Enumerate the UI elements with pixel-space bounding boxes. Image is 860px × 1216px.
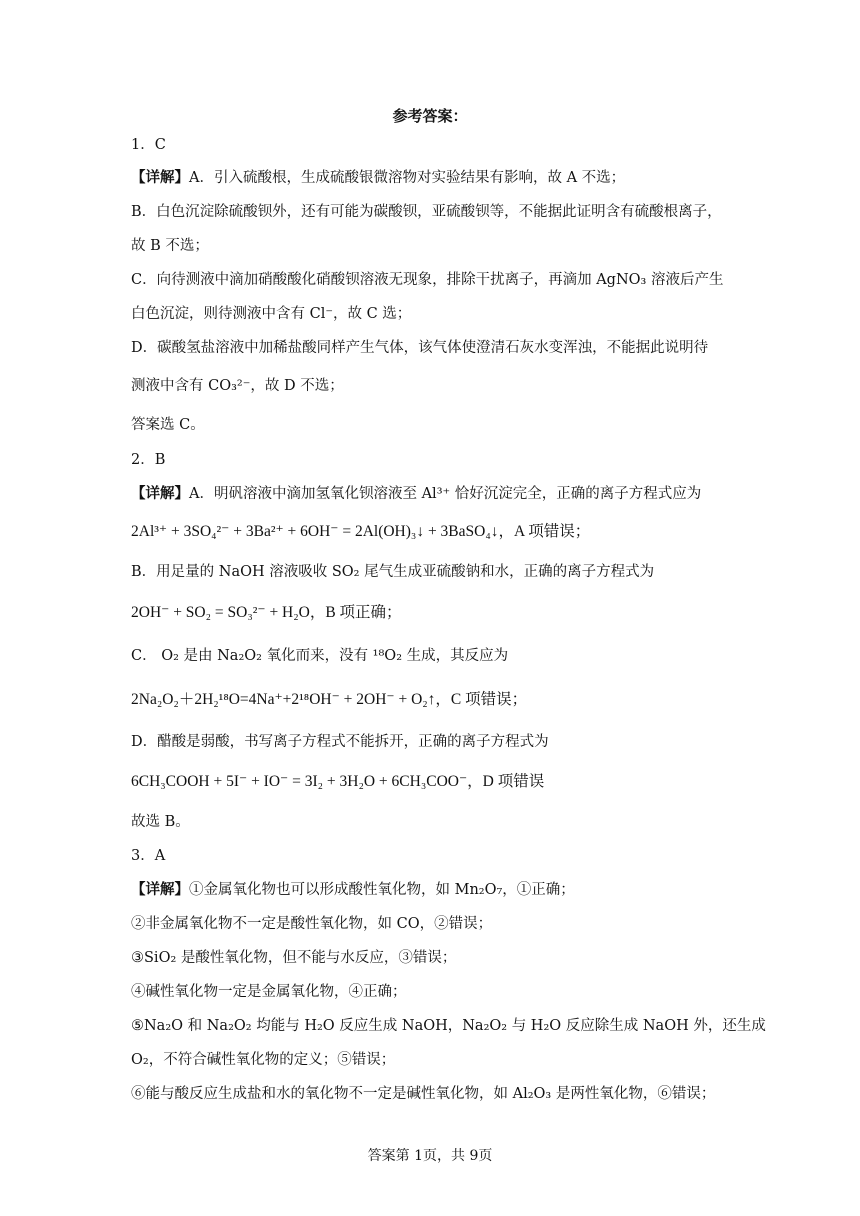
q3-detail-tag: 【详解】 — [131, 881, 189, 898]
q1-conclusion: 答案选 C。 — [131, 417, 205, 433]
page-footer: 答案第 1页，共 9页 — [367, 1148, 493, 1164]
q2-line-c: C． O₂ 是由 Na₂O₂ 氧化而来，没有 ¹⁸O₂ 生成，其反应为 — [131, 648, 509, 664]
q1-line-a: A．引入硫酸根，生成硫酸银微溶物对实验结果有影响，故 A 不选； — [189, 170, 626, 186]
q1-line-b1: B．白色沉淀除硫酸钡外，还有可能为碳酸钡，亚硫酸钡等，不能据此证明含有硫酸根离子， — [131, 204, 722, 220]
q3-line-6: ⑥能与酸反应生成盐和水的氧化物不一定是碱性氧化物，如 Al₂O₃ 是两性氧化物，⑥错误； — [131, 1086, 716, 1102]
page-title: 参考答案： — [392, 107, 468, 125]
q2-line-b: B．用足量的 NaOH 溶液吸收 SO₂ 尾气生成亚硫酸钠和水，正确的离子方程式为 — [131, 564, 655, 580]
q1-line-b2: 故 B 不选； — [131, 238, 209, 254]
q2-equation-d: 6CH₃COOH + 5I⁻ + IO⁻ = 3I₂ + 3H₂O + 6CH₃COO⁻，D 项错误 — [131, 773, 545, 790]
q2-equation-c: 2Na₂O₂＋2H₂¹⁸O=4Na⁺+2¹⁸OH⁻ + 2OH⁻ + O₂↑，C 项错误； — [131, 691, 528, 708]
q2-detail-tag: 【详解】 — [131, 485, 189, 502]
q1-line-c1: C．向待测液中滴加硝酸酸化硝酸钡溶液无现象，排除干扰离子，再滴加 AgNO₃ 溶液后产生 — [131, 272, 724, 288]
q3-line-5a: ⑤Na₂O 和 Na₂O₂ 均能与 H₂O 反应生成 NaOH，Na₂O₂ 与 H₂O 反应除生成 NaOH 外，还生成 — [131, 1018, 766, 1034]
q2-line-a: A．明矾溶液中滴加氢氧化钡溶液至 Al³⁺ 恰好沉淀完全，正确的离子方程式应为 — [189, 486, 702, 502]
q1-line-c2: 白色沉淀，则待测液中含有 Cl⁻，故 C 选； — [131, 306, 412, 322]
q2-equation-b: 2OH⁻ + SO₂ = SO₃²⁻ + H₂O，B 项正确； — [131, 604, 402, 621]
q3-line-1: ①金属氧化物也可以形成酸性氧化物，如 Mn₂O₇，①正确； — [189, 882, 575, 898]
q2-detail-a — [131, 484, 701, 504]
q2-equation-a: 2Al³⁺ + 3SO₄²⁻ + 3Ba²⁺ + 6OH⁻ = 2Al(OH)₃↓ + 3BaSO₄↓，A 项错误； — [131, 523, 591, 540]
q2-conclusion: 故选 B。 — [131, 814, 190, 830]
q3-line-4: ④碱性氧化物一定是金属氧化物，④正确； — [131, 984, 407, 1000]
q2-answer: 2．B — [131, 452, 166, 468]
q3-line-5b: O₂，不符合碱性氧化物的定义；⑤错误； — [131, 1052, 396, 1068]
q3-answer: 3．A — [131, 848, 166, 864]
q1-line-d2: 测液中含有 CO₃²⁻，故 D 不选； — [131, 378, 344, 394]
q2-line-d: D．醋酸是弱酸，书写离子方程式不能拆开，正确的离子方程式为 — [131, 734, 549, 750]
q3-line-2: ②非金属氧化物不一定是酸性氧化物，如 CO，②错误； — [131, 916, 493, 932]
q1-detail-tag: 【详解】 — [131, 169, 189, 186]
q3-line-3: ③SiO₂ 是酸性氧化物，但不能与水反应，③错误； — [131, 950, 457, 966]
q3-detail-1 — [131, 880, 575, 900]
q1-detail-a — [131, 168, 625, 188]
q1-answer: 1．C — [131, 137, 166, 153]
q1-line-d1: D．碳酸氢盐溶液中加稀盐酸同样产生气体，该气体使澄清石灰水变浑浊，不能据此说明待 — [131, 340, 709, 356]
